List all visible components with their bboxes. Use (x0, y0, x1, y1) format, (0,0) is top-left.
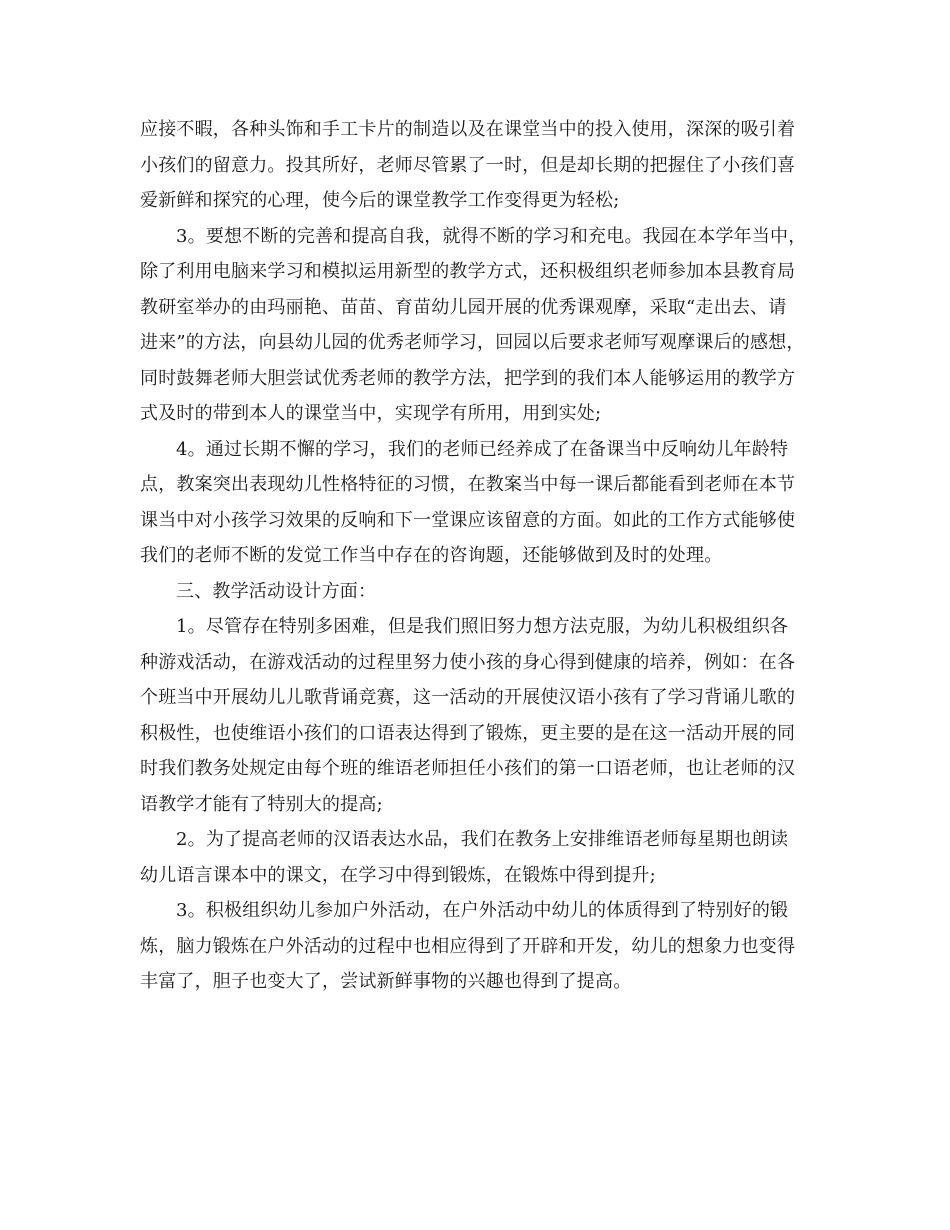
text-line: 积极性，也使维语小孩们的口语表达得到了锻炼，更主要的是在这一活动开展的同 (140, 722, 796, 744)
text-line: 3。要想不断的完善和提高自我，就得不断的学习和充电。我园在本学年当中， (176, 225, 807, 247)
text-line: 1。尽管存在特别多困难，但是我们照旧努力想方法克服，为幼儿积极组织各 (176, 616, 789, 637)
text-line: 我们的老师不断的发觉工作当中存在的咨询题，还能够做到及时的处理。 (140, 545, 723, 566)
text-line: 2。为了提高老师的汉语表达水品，我们在教务上安排维语老师每星期也朗读 (176, 829, 789, 850)
text-line: 点，教案突出表现幼儿性格特征的习惯，在教案当中每一课后都能看到老师在本节 (140, 474, 796, 495)
text-line: 教研室举办的由玛丽艳、苗苗、育苗幼儿园开展的优秀课观摩，采取“走出去、请 (140, 296, 787, 318)
text-line: 4。通过长期不懈的学习，我们的老师已经养成了在备课当中反响幼儿年龄特 (176, 438, 789, 460)
document-body (140, 112, 824, 1000)
text-line: 个班当中开展幼儿儿歌背诵竞赛，这一活动的开展使汉语小孩有了学习背诵儿歌的 (140, 687, 796, 708)
text-line: 丰富了，胆子也变大了，尝试新鲜事物的兴趣也得到了提高。 (140, 971, 632, 992)
text-line: 同时鼓舞老师大胆尝试优秀老师的教学方法，把学到的我们本人能够运用的教学方 (140, 367, 796, 389)
text-line: 种游戏活动，在游戏活动的过程里努力使小孩的身心得到健康的培养，例如：在各 (140, 651, 796, 673)
text-line: 炼，脑力锻炼在户外活动的过程中也相应得到了开辟和开发，幼儿的想象力也变得 (140, 935, 796, 957)
text-line: 课当中对小孩学习效果的反响和下一堂课应该留意的方面。如此的工作方式能够使 (140, 509, 796, 531)
text-line: 除了利用电脑来学习和模拟运用新型的教学方式，还积极组织老师参加本县教育局 (140, 261, 796, 282)
text-line: 语教学才能有了特别大的提高; (140, 793, 383, 815)
text-line: 小孩们的留意力。投其所好，老师尽管累了一时，但是却长期的把握住了小孩们喜 (140, 154, 796, 176)
text-line: 进来”的方法，向县幼儿园的优秀老师学习，回园以后要求老师写观摩课后的感想， (140, 332, 805, 353)
text-line: 幼儿语言课本中的课文，在学习中得到锻炼，在锻炼中得到提升; (140, 864, 656, 886)
text-line: 爱新鲜和探究的心理，使今后的课堂教学工作变得更为轻松; (140, 190, 620, 211)
text-line: 式及时的带到本人的课堂当中，实现学有所用，用到实处; (140, 403, 602, 424)
text-line: 时我们教务处规定由每个班的维语老师担任小孩们的第一口语老师，也让老师的汉 (140, 758, 796, 779)
text-line: 三、教学活动设计方面： (176, 580, 377, 602)
text-line: 应接不暇，各种头饰和手工卡片的制造以及在课堂当中的投入使用，深深的吸引着 (140, 119, 796, 140)
text-line: 3。积极组织幼儿参加户外活动，在户外活动中幼儿的体质得到了特别好的锻 (176, 900, 789, 921)
